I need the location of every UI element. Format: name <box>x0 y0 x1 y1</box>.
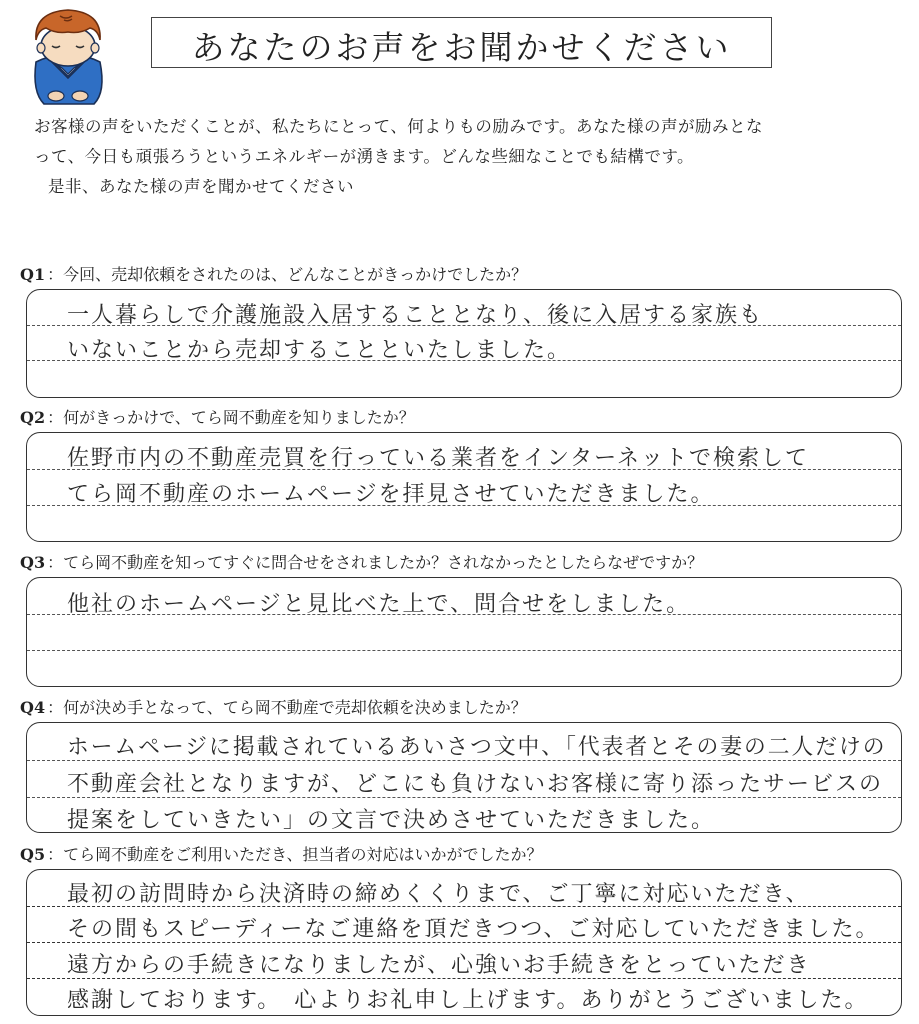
question-text: ：てら岡不動産を知ってすぐに問合せをされましたか？されなかったとしたらなぜですか？ <box>47 553 704 572</box>
answer-box-2 <box>26 432 902 542</box>
answer-box-4 <box>26 722 902 833</box>
question-4 <box>20 695 900 718</box>
bowing-mascot-icon <box>14 4 122 108</box>
question-text: ：何がきっかけで、てら岡不動産を知りましたか？ <box>47 408 415 427</box>
handwritten-answer-line: いないことから売却することといたしました。 <box>67 338 572 363</box>
handwritten-answer-line: 感謝しております。 心よりお礼申し上げます。ありがとうございました。 <box>67 988 869 1013</box>
question-number: Q3 <box>20 553 46 572</box>
handwritten-answer-line: 佐野市内の不動産売買を行っている業者をインターネットで検索して <box>67 446 810 471</box>
intro-text <box>34 112 904 202</box>
answer-box-1 <box>26 289 902 398</box>
question-number: Q1 <box>20 265 46 284</box>
handwritten-answer-line: てら岡不動産のホームページを拝見させていただきました。 <box>67 482 715 507</box>
answer-box-3 <box>26 577 902 687</box>
page-title: あなたのお声をお聞かせください <box>191 28 732 67</box>
intro-line-2: って、今日も頑張ろうというエネルギーが湧きます。どんな些細なことでも結構です。 <box>34 147 695 166</box>
title-box <box>151 17 772 68</box>
question-text: ：何が決め手となって、てら岡不動産で売却依頼を決めましたか？ <box>47 698 527 717</box>
question-1 <box>20 262 900 285</box>
handwritten-answer-line: その間もスピーディーなご連絡を頂だきつつ、ご対応していただきました。 <box>67 917 880 942</box>
question-text: ：今回、売却依頼をされたのは、どんなことがきっかけでしたか？ <box>47 265 528 284</box>
handwritten-answer-line: 不動産会社となりますが、どこにも負けないお客様に寄り添ったサービスの <box>67 772 884 797</box>
question-3 <box>20 550 900 573</box>
question-number: Q2 <box>20 408 46 427</box>
handwritten-answer-line: 遠方からの手続きになりましたが、心強いお手続きをとっていただき <box>67 953 811 978</box>
handwritten-answer-line: ホームページに掲載されているあいさつ文中、「代表者とその妻の二人だけの <box>67 735 887 760</box>
handwritten-answer-line: 最初の訪問時から決済時の締めくくりまで、ご丁寧に対応いただき、 <box>67 882 810 907</box>
handwritten-answer-line: 提案をしていきたい」の文言で決めさせていただきました。 <box>67 808 716 833</box>
handwritten-answer-line: 他社のホームページと見比べた上で、問合せをしました。 <box>67 592 691 617</box>
question-text: ：てら岡不動産をご利用いただき、担当者の対応はいかがでしたか？ <box>47 845 543 864</box>
intro-line-1: お客様の声をいただくことが、私たちにとって、何よりもの励みです。あなた様の声が励みとな <box>34 117 764 136</box>
question-number: Q5 <box>20 845 46 864</box>
handwritten-answer-line: 一人暮らしで介護施設入居することとなり、後に入居する家族も <box>67 303 764 328</box>
question-5 <box>20 842 900 865</box>
question-2 <box>20 405 900 428</box>
intro-line-3: 是非、あなた様の声を聞かせてください <box>48 177 354 196</box>
answer-box-5 <box>26 869 902 1016</box>
question-number: Q4 <box>20 698 46 717</box>
